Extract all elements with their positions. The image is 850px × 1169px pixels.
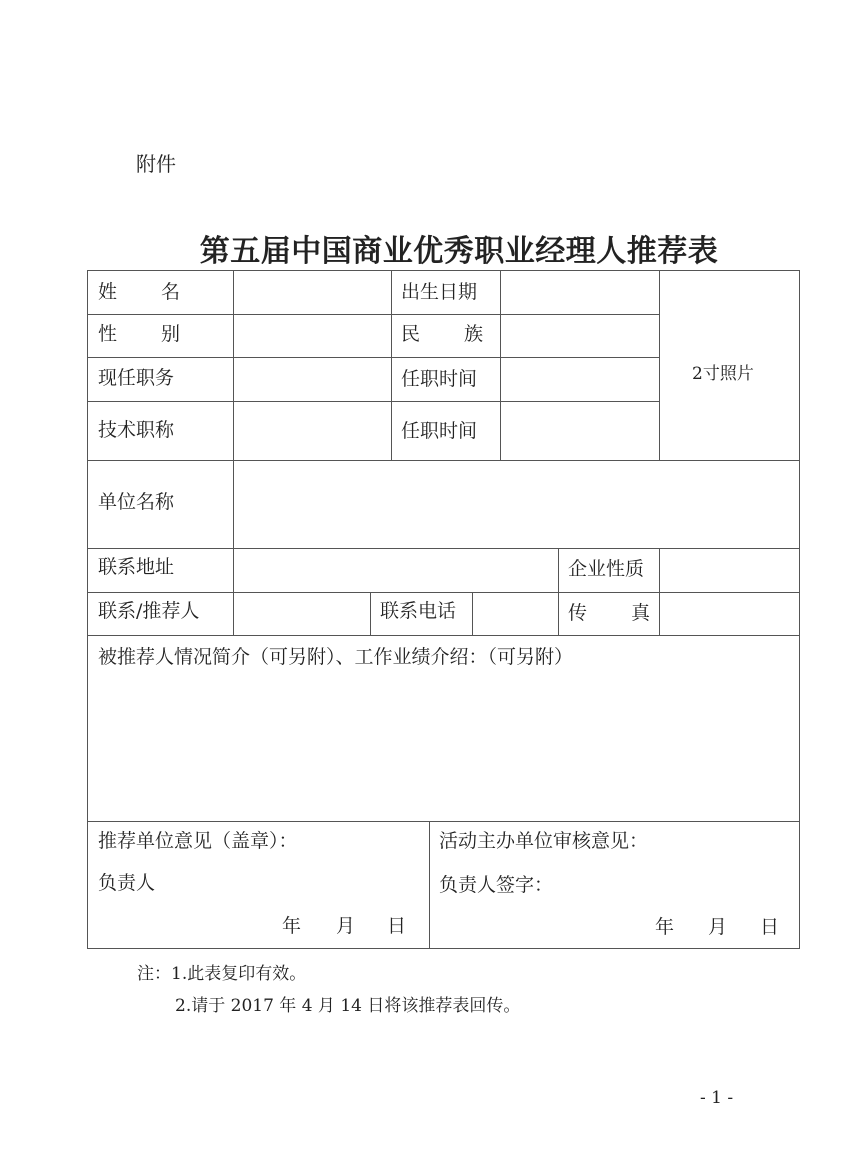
label-tenure-1: 任职时间 [401, 368, 478, 390]
label-birth-date: 出生日期 [401, 281, 478, 303]
label-ethnicity: 民 族 [401, 323, 483, 345]
label-tenure-2: 任职时间 [401, 420, 478, 442]
note-2: 2.请于 2017 年 4 月 14 日将该推荐表回传。 [175, 996, 521, 1016]
col-divider [233, 271, 234, 460]
form-title: 第五届中国商业优秀职业经理人推荐表 [199, 234, 719, 269]
date-month-left: 月 [336, 915, 356, 937]
row-divider [88, 357, 659, 358]
date-day-left: 日 [387, 915, 407, 937]
col-divider [659, 271, 660, 460]
row-divider [88, 592, 799, 593]
label-current-position: 现任职务 [98, 367, 175, 389]
recommendation-form [87, 270, 800, 949]
date-day-right: 日 [760, 916, 780, 938]
row-divider [88, 635, 799, 636]
label-name: 姓 名 [98, 281, 180, 303]
date-year-right: 年 [655, 916, 675, 938]
col-divider [659, 548, 660, 635]
col-divider [233, 460, 234, 635]
label-fax: 传 真 [568, 602, 650, 624]
col-divider [558, 548, 559, 635]
col-divider [429, 821, 430, 948]
label-contact-phone: 联系电话 [380, 600, 457, 622]
label-person-in-charge: 负责人 [98, 872, 156, 894]
label-technical-title: 技术职称 [98, 419, 175, 441]
label-enterprise-type: 企业性质 [568, 558, 645, 580]
col-divider [391, 271, 392, 460]
note-1: 注：1.此表复印有效。 [137, 964, 307, 984]
row-divider [88, 821, 799, 822]
date-year-left: 年 [282, 915, 302, 937]
label-organizer-opinion: 活动主办单位审核意见： [439, 830, 649, 852]
col-divider [370, 592, 371, 635]
row-divider [88, 460, 799, 461]
col-divider [500, 271, 501, 460]
label-address: 联系地址 [98, 556, 175, 578]
photo-placeholder: 2寸照片 [692, 364, 754, 384]
col-divider [472, 592, 473, 635]
label-recommender-opinion: 推荐单位意见（盖章）： [98, 830, 298, 852]
row-divider [88, 314, 659, 315]
label-intro: 被推荐人情况简介（可另附）、工作业绩介绍：（可另附） [98, 646, 574, 668]
label-company-name: 单位名称 [98, 491, 175, 513]
row-divider [88, 401, 659, 402]
row-divider [88, 548, 799, 549]
page-number: - 1 - [700, 1088, 734, 1108]
label-gender: 性 别 [98, 323, 180, 345]
label-contact-person: 联系/推荐人 [98, 600, 200, 622]
attachment-label: 附件 [136, 152, 176, 176]
date-month-right: 月 [708, 916, 728, 938]
label-person-in-charge-sign: 负责人签字： [439, 874, 554, 896]
